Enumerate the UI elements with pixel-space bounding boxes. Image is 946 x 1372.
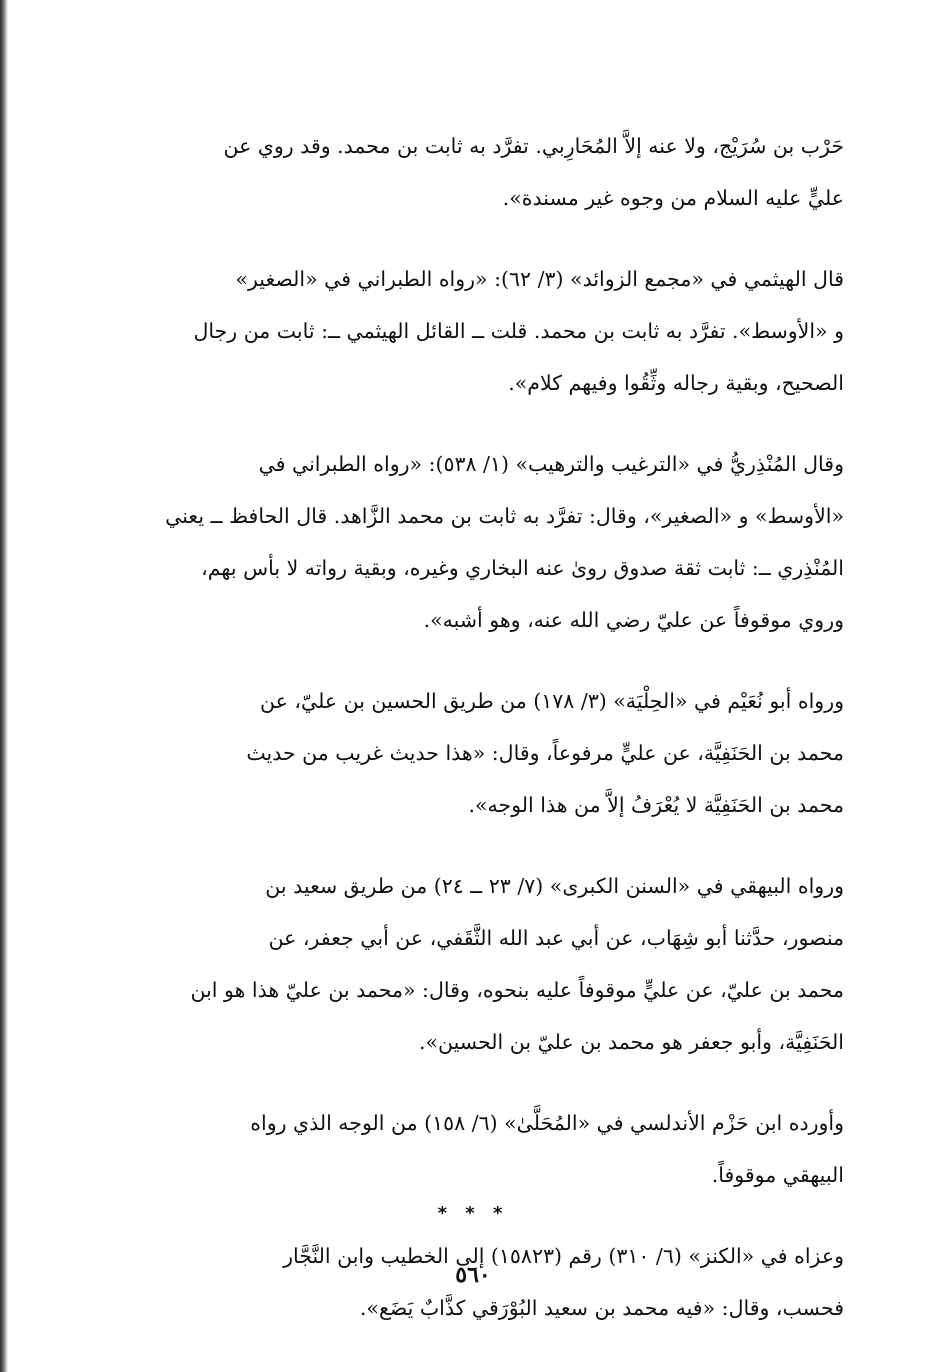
paragraph-4: ورواه أبو نُعَيْم في «الحِلْيَة» (٣/ ١٧٨) من طريق الحسين بن عليّ، عن محمد بن الحَنَفِيَّة، عن عليٍّ مرفوعاً، وقال: «هذا حديث غريب من حديث محمد بن الحَنَفِيَّة لا يُعْرَفُ إلاَّ من هذا الوجه». <box>246 689 844 817</box>
paragraph-2: قال الهيثمي في «مجمع الزوائد» (٣/ ٦٢): «رواه الطبراني في «الصغير» و «الأوسط». تفرَّد به ثابت بن محمد. قلت ــ القائل الهيثمي ــ: ثابت من رجال الصحيح، وبقية رجاله وثِّقُوا وفيهم كلام». <box>193 267 844 395</box>
scan-binding-edge <box>0 0 8 1372</box>
paragraph-6: وأورده ابن حَزْم الأندلسي في «المُحَلَّىٰ» (٦/ ١٥٨) من الوجه الذي رواه البيهقي موقوفاً. <box>250 1111 844 1187</box>
paragraph-7: وعزاه في «الكنز» (٦/ ٣١٠) رقم (١٥٨٢٣) إلى الخطيب وابن النَّجَّار فحسب، وقال: «فيه محمد بن سعيد البُوْرَقي كذَّابٌ يَضَع». <box>283 1244 844 1320</box>
body-text <box>84 120 844 1363</box>
paragraph-3: وقال المُنْذِريُّ في «الترغيب والترهيب» (١/ ٥٣٨): «رواه الطبراني في «الأوسط» و «الصغير»، وقال: تفرَّد به ثابت بن محمد الزَّاهد. قال الحافظ ــ يعني المُنْذِري ــ: ثابت ثقة صدوق روىٰ عنه البخاري وغيره، وبقية رواته لا بأس بهم، وروي موقوفاً عن عليّ رضي الله عنه، وهو أشبه». <box>165 452 844 632</box>
paragraph-5: ورواه البيهقي في «السنن الكبرى» (٧/ ٢٣ ــ ٢٤) من طريق سعيد بن منصور، حدَّثنا أبو شِهَاب، عن أبي عبد الله الثَّقَفي، عن أبي جعفر، عن محمد بن عليّ، عن عليٍّ موقوفاً عليه بنحوه، وقال: «محمد بن عليّ هذا هو ابن الحَنَفِيَّة، وأبو جعفر هو محمد بن عليّ بن الحسين». <box>190 874 844 1054</box>
paragraph-1: حَرْب بن سُرَيْج، ولا عنه إلاَّ المُحَارِبي. تفرَّد به ثابت بن محمد. وقد روي عن عليٍّ عليه السلام من وجوه غير مسندة». <box>223 134 844 210</box>
section-divider: * * * <box>437 1203 509 1224</box>
page-number: ٥٦٠ <box>455 1262 491 1288</box>
